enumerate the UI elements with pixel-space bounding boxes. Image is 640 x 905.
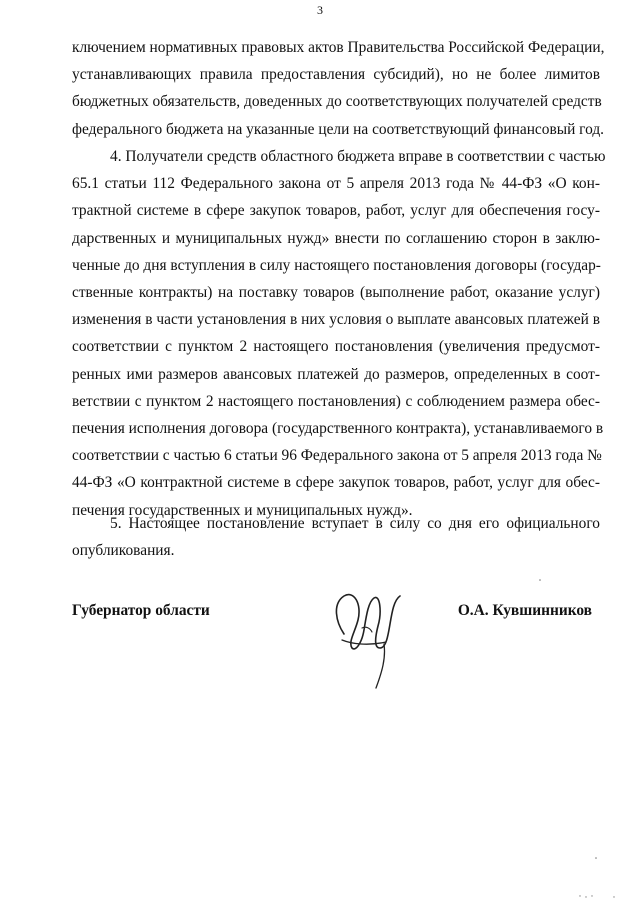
text-line: соответствии с пунктом 2 настоящего постановления (увеличения предусмот- xyxy=(72,338,600,356)
text-line: устанавливающих правила предоставления субсидий), но не более лимитов xyxy=(72,66,600,84)
paragraph-continuation xyxy=(72,34,605,143)
text-line: дарственных и муниципальных нужд» внести по соглашению сторон в заклю- xyxy=(72,229,600,247)
paragraph-5 xyxy=(72,510,600,564)
text-line: бюджетных обязательств, доведенных до соответствующих получателей средств xyxy=(72,93,602,111)
handwritten-signature xyxy=(322,582,412,692)
text-line: 65.1 статьи 112 Федерального закона от 5 апреля 2013 года № 44-ФЗ «О кон- xyxy=(72,175,600,193)
text-line: ключением нормативных правовых актов Правительства Российской Федерации, xyxy=(72,39,605,56)
text-line: ренных ими размеров авансовых платежей до размеров, определенных в соот- xyxy=(72,365,600,383)
signatory-name: О.А. Кувшинников xyxy=(457,602,592,619)
text-line: печения государственных и муниципальных нужд». xyxy=(72,501,413,519)
text-line: 44-ФЗ «О контрактной системе в сфере закупок товаров, работ, услуг для обес- xyxy=(72,474,600,492)
text-line: 4. Получатели средств областного бюджета вправе в соответствии с частью xyxy=(110,148,606,165)
text-line: соответствии с частью 6 статьи 96 Федерального закона от 5 апреля 2013 года № xyxy=(72,447,602,465)
paragraph-4 xyxy=(72,143,606,524)
text-line: опубликования. xyxy=(72,542,175,560)
text-line: федерального бюджета на указанные цели на соответствующий финансовый год. xyxy=(72,120,605,138)
text-line: печения исполнения договора (государственного контракта), устанавливаемого в xyxy=(72,420,604,438)
text-line: ветствии с пунктом 2 настоящего постановления) с соблюдением размера обес- xyxy=(72,392,600,410)
text-line: ственные контракты) на поставку товаров (выполнение работ, оказание услуг) xyxy=(72,284,600,302)
text-line: 5. Настоящее постановление вступает в силу со дня его официального xyxy=(110,515,600,532)
text-line: ченные до дня вступления в силу настоящего постановления договоры (государ- xyxy=(72,256,601,274)
page-number: 3 xyxy=(317,3,323,17)
signatory-position: Губернатор области xyxy=(72,602,210,619)
text-line: изменения в части установления в них условия о выплате авансовых платежей в xyxy=(72,311,600,329)
text-line: трактной системе в сфере закупок товаров, работ, услуг для обеспечения госу- xyxy=(72,202,600,220)
